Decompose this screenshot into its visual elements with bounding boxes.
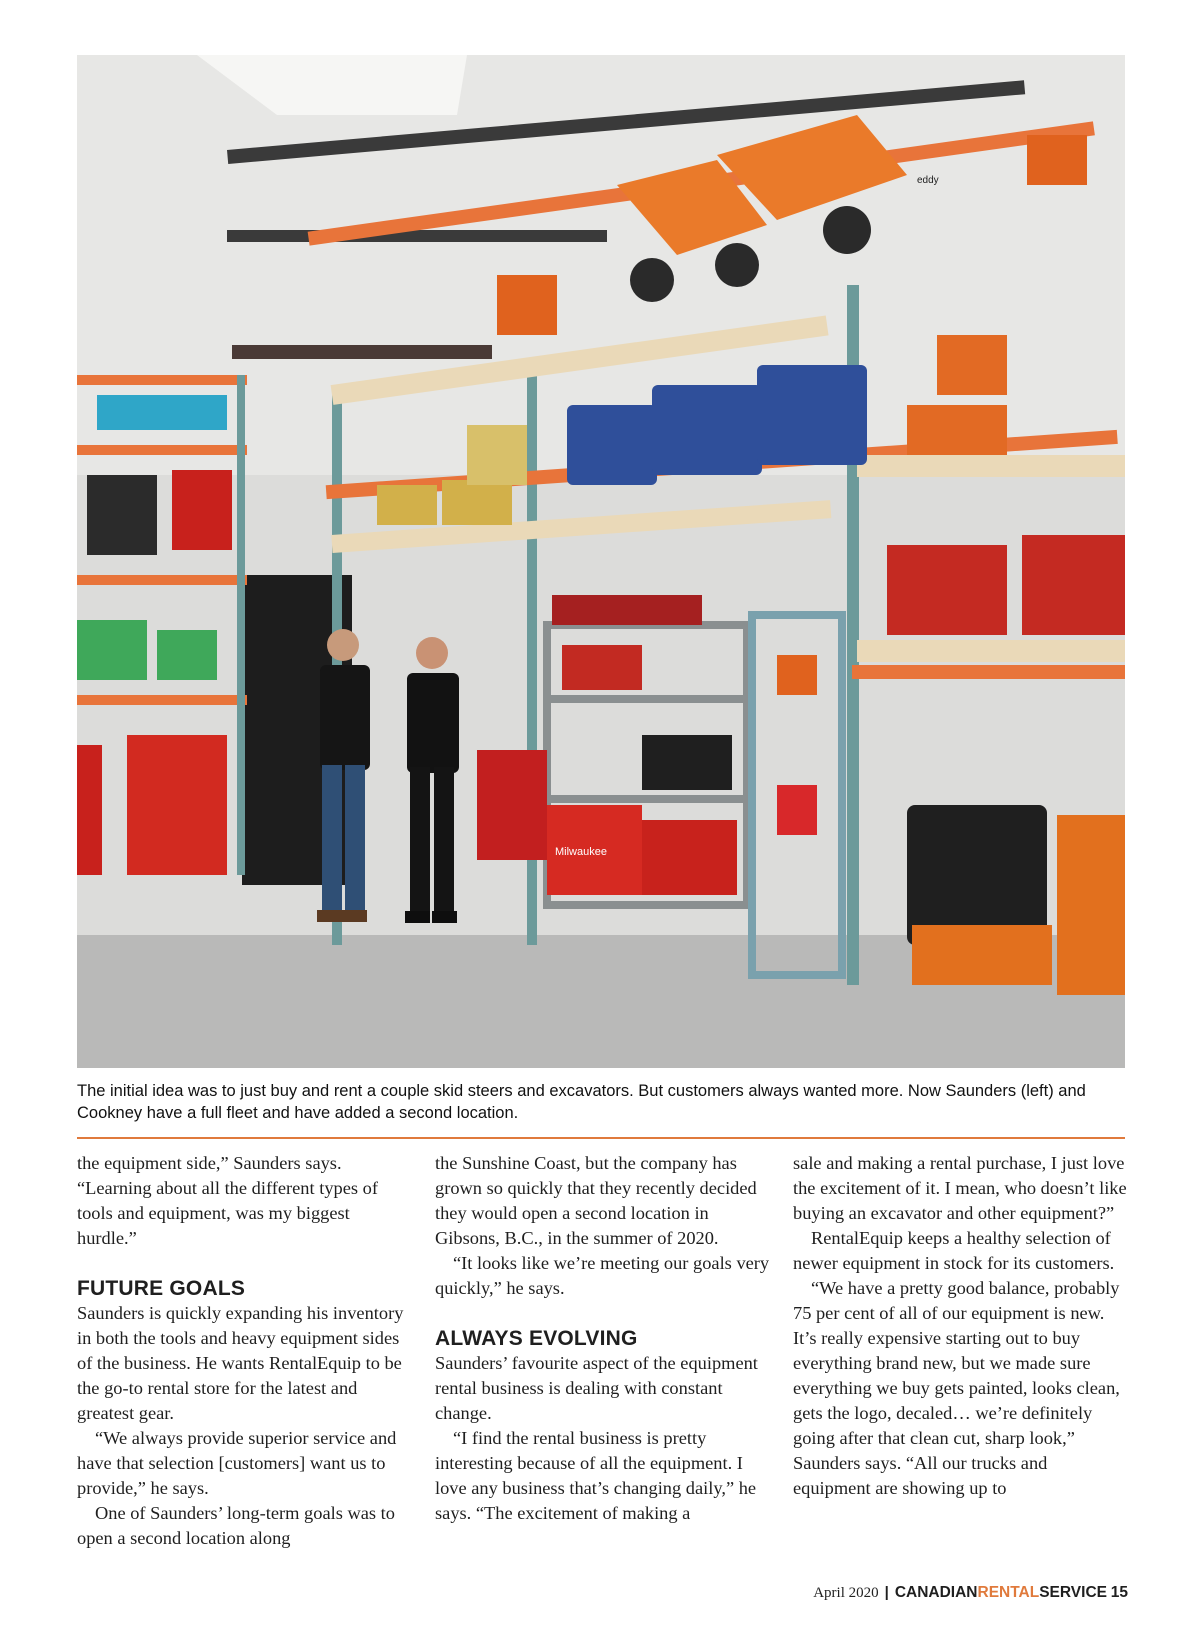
warehouse-illustration xyxy=(77,55,1125,1068)
eddy-tag: eddy xyxy=(917,175,939,186)
paragraph: the equipment side,” Saunders says. “Learning about all the different types of tools and equipment, was my biggest hurdle.” xyxy=(77,1153,378,1248)
paragraph: “We have a pretty good balance, probably 75 per cent of all of our equipment is new. It’s really expensive starting out to buy everything brand new, but we made sure everything we buy gets painted, looks clean, gets the logo, decaled… we’re definitely going after that clean cut, sharp look,” Saunders says. “All our trucks and equipment are showing up to xyxy=(793,1278,1120,1498)
article-column-2 xyxy=(435,1151,771,1526)
section-heading-always-evolving: ALWAYS EVOLVING xyxy=(435,1327,638,1350)
paragraph: sale and making a rental purchase, I just love the excitement of it. I mean, who doesn’t like buying an excavator and other equipment?” xyxy=(793,1153,1127,1223)
caption-divider xyxy=(77,1137,1125,1139)
paragraph: the Sunshine Coast, but the company has grown so quickly that they recently decided they would open a second location in Gibsons, B.C., in the summer of 2020. xyxy=(435,1153,757,1248)
paragraph: Saunders’ favourite aspect of the equipment rental business is dealing with constant change. xyxy=(435,1353,758,1423)
milwaukee-label: Milwaukee xyxy=(555,846,607,858)
footer-separator: | xyxy=(884,1584,889,1601)
paragraph: “I find the rental business is pretty interesting because of all the equipment. I love any business that’s changing daily,” he says. “The excitement of making a xyxy=(435,1428,757,1523)
magazine-name xyxy=(895,1584,1107,1601)
article-column-1 xyxy=(77,1151,413,1551)
issue-date: April 2020 xyxy=(813,1585,879,1601)
magazine-name-part-1: CANADIAN xyxy=(894,1584,978,1601)
article-column-3 xyxy=(793,1151,1129,1501)
paragraph: Saunders is quickly expanding his inventory in both the tools and heavy equipment sides of the business. He wants RentalEquip to be the go-to rental store for the latest and greatest gear. xyxy=(77,1303,404,1423)
paragraph: “It looks like we’re meeting our goals very quickly,” he says. xyxy=(435,1253,770,1298)
page-number: 15 xyxy=(1110,1584,1128,1601)
paragraph: RentalEquip keeps a healthy selection of newer equipment in stock for its customers. xyxy=(793,1228,1115,1273)
page-footer xyxy=(790,1583,1128,1603)
section-heading-future-goals: FUTURE GOALS xyxy=(77,1277,246,1300)
paragraph: One of Saunders’ long-term goals was to open a second location along xyxy=(77,1503,395,1548)
warehouse-photo xyxy=(77,55,1125,1068)
paragraph: “We always provide superior service and have that selection [customers] want us to provide,” he says. xyxy=(77,1428,397,1498)
magazine-name-part-3: SERVICE xyxy=(1039,1584,1107,1601)
photo-caption: The initial idea was to just buy and rent a couple skid steers and excavators. But customers always wanted more. Now Saunders (left) and Cookney have a full fleet and have added a second location. xyxy=(77,1082,1086,1122)
magazine-name-part-2: RENTAL xyxy=(977,1584,1040,1601)
